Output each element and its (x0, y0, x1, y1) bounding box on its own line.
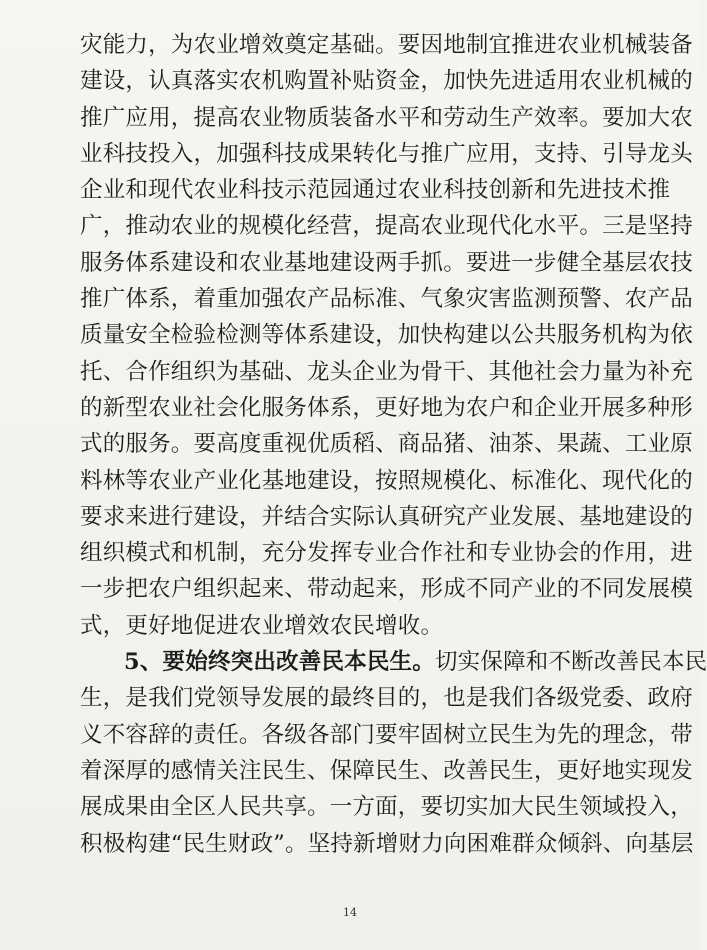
text-line-12: 式的服务。要高度重视优质稻、商品猪、油茶、果蔬、工业原 (80, 431, 693, 458)
text-line-8: 推广体系，着重加强农产品标准、气象灾害监测预警、农产品 (80, 286, 693, 313)
text-line-3: 推广应用，提高农业物质装备水平和劳动生产效率。要加大农 (80, 104, 693, 131)
text-line-5: 企业和现代农业科技示范园通过农业科技创新和先进技术推 (80, 177, 671, 204)
text-line-23: 积极构建“民生财政”。坚持新增财力向困难群众倾斜、向基层 (80, 830, 694, 857)
text-line-4: 业科技投入，加强科技成果转化与推广应用，支持、引导龙头 (80, 140, 693, 167)
text-line-22: 展成果由全区人民共享。一方面，要切实加大民生领域投入， (80, 794, 693, 821)
page-number: 14 (343, 906, 357, 919)
text-line-10: 托、合作组织为基础、龙头企业为骨干、其他社会力量为补充 (80, 358, 693, 385)
body-text (80, 27, 707, 862)
section-heading-line (80, 644, 707, 680)
text-line-19: 生，是我们党领导发展的最终目的，也是我们各级党委、政府 (80, 685, 693, 712)
text-line-7: 服务体系建设和农业基地建设两手抓。要进一步健全基层农技 (80, 249, 693, 276)
text-line-17: 式，更好地促进农业增效农民增收。 (80, 612, 444, 639)
text-line-21: 着深厚的感情关注民生、保障民生、改善民生，更好地实现发 (80, 757, 693, 784)
text-line-2: 建设，认真落实农机购置补贴资金，加快先进适用农业机械的 (80, 68, 693, 95)
section-heading-rest: 切实保障和不断改善民本民 (434, 649, 707, 676)
text-line-13: 料林等农业产业化基地建设，按照规模化、标准化、现代化的 (80, 467, 693, 494)
text-line-11: 的新型农业社会化服务体系，更好地为农户和企业开展多种形 (80, 394, 693, 421)
text-line-1: 灾能力，为农业增效奠定基础。要因地制宜推进农业机械装备 (80, 32, 693, 58)
text-line-6: 广，推动农业的规模化经营，提高农业现代化水平。三是坚持 (80, 213, 693, 240)
text-line-16: 一步把农户组织起来、带动起来，形成不同产业的不同发展模 (80, 576, 693, 603)
text-line-9: 质量安全检验检测等体系建设，加快构建以公共服务机构为依 (80, 322, 693, 349)
text-line-14: 要求来进行建设，并结合实际认真研究产业发展、基地建设的 (80, 503, 693, 530)
text-line-20: 义不容辞的责任。各级各部门要牢固树立民生为先的理念，带 (80, 721, 693, 748)
text-line-15: 组织模式和机制，充分发挥专业合作社和专业协会的作用，进 (80, 540, 693, 567)
section-heading: 5、要始终突出改善民本民生。 (124, 649, 435, 676)
